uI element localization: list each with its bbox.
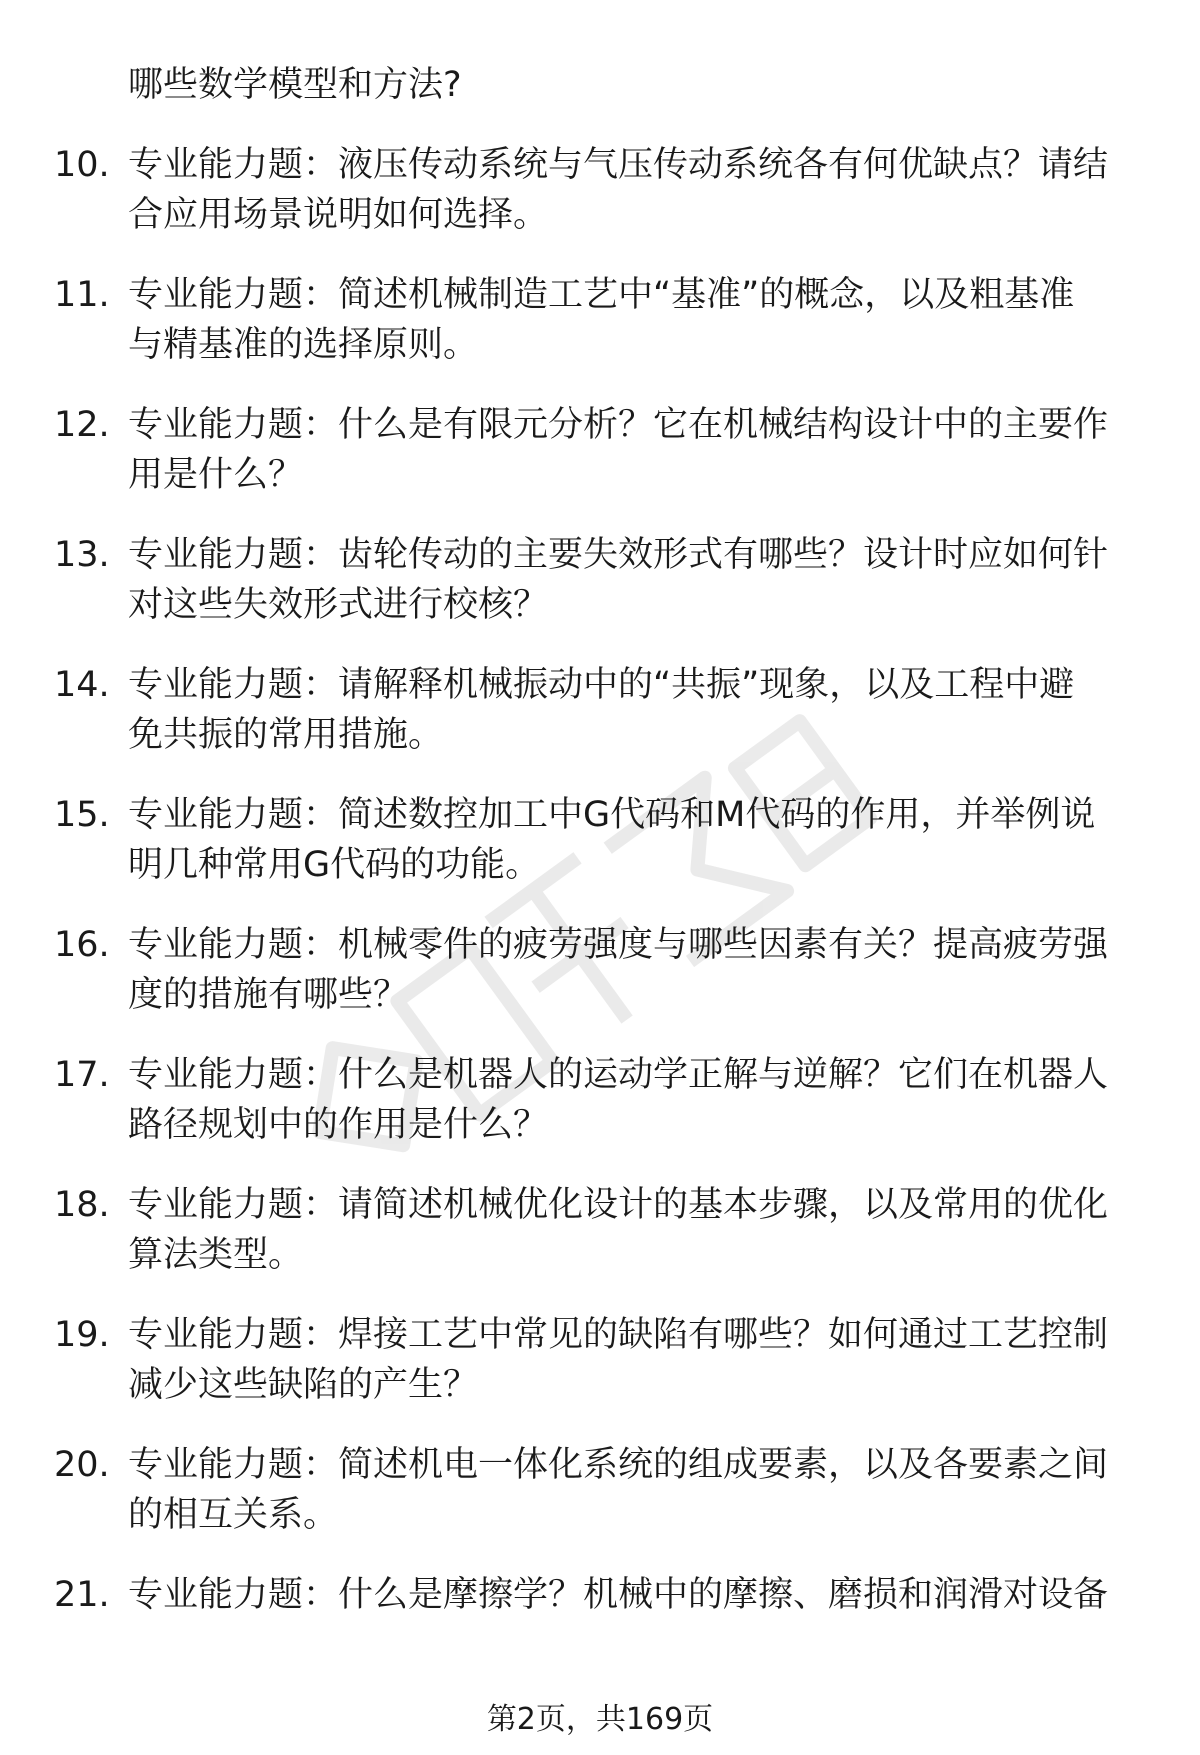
question-text-line-2: 减少这些缺陷的产生？ [128,1365,479,1405]
question-text-line-2: 的相互关系。 [128,1495,339,1535]
question-text-line-1: 专业能力题：简述机械制造工艺中“基准”的概念，以及粗基准 [128,275,1075,315]
question-number: 17. [54,1055,110,1095]
page-footer: 第2页，共169页 [486,1702,714,1737]
question-item [0,530,1200,660]
question-text-line-2: 用是什么？ [128,455,304,495]
question-list [0,140,1200,1700]
question-text-line-2: 算法类型。 [128,1235,304,1275]
question-text-line-2: 免共振的常用措施。 [128,715,444,755]
question-text-line-2: 对这些失效形式进行校核？ [128,585,549,625]
question-text-line-1: 专业能力题：什么是摩擦学？机械中的摩擦、磨损和润滑对设备 [128,1575,1109,1615]
question-text-line-1: 专业能力题：请解释机械振动中的“共振”现象，以及工程中避 [128,665,1075,705]
question-number: 21. [54,1575,110,1615]
question-text-line-1: 专业能力题：液压传动系统与气压传动系统各有何优缺点？请结 [128,145,1109,185]
question-item [0,1310,1200,1440]
question-number: 15. [54,795,110,835]
question-text-line-1: 专业能力题：简述数控加工中G代码和M代码的作用，并举例说 [128,795,1096,835]
question-item [0,400,1200,530]
question-item [0,660,1200,790]
question-item [0,790,1200,920]
question-item [0,920,1200,1050]
question-text-line-2: 合应用场景说明如何选择。 [128,195,549,235]
question-text-line-2: 与精基准的选择原则。 [128,325,479,365]
question-text-line-1: 专业能力题：焊接工艺中常见的缺陷有哪些？如何通过工艺控制 [128,1315,1109,1355]
question-text-line-1: 专业能力题：什么是机器人的运动学正解与逆解？它们在机器人 [128,1055,1109,1095]
question-number: 20. [54,1445,110,1485]
question-number: 13. [54,535,110,575]
question-item [0,1440,1200,1570]
question-text-line-1: 专业能力题：机械零件的疲劳强度与哪些因素有关？提高疲劳强 [128,925,1109,965]
question-text-line-1: 专业能力题：简述机电一体化系统的组成要素，以及各要素之间 [128,1445,1109,1485]
question-number: 12. [54,405,110,445]
question-item [0,140,1200,270]
question-number: 10. [54,145,110,185]
question-text-line-1: 专业能力题：齿轮传动的主要失效形式有哪些？设计时应如何针 [128,535,1109,575]
question-number: 16. [54,925,110,965]
question-text-line-1: 专业能力题：请简述机械优化设计的基本步骤，以及常用的优化 [128,1185,1109,1225]
question-number: 19. [54,1315,110,1355]
question-item [0,1180,1200,1310]
question-number: 18. [54,1185,110,1225]
question-text-line-2: 度的措施有哪些？ [128,975,409,1015]
question-item [0,1050,1200,1180]
continuation-line: 哪些数学模型和方法? [128,65,462,105]
question-number: 14. [54,665,110,705]
question-number: 11. [54,275,110,315]
question-text-line-2: 路径规划中的作用是什么？ [128,1105,549,1145]
question-item [0,270,1200,400]
question-item [0,1570,1200,1700]
question-text-line-2: 明几种常用G代码的功能。 [128,845,541,885]
question-text-line-1: 专业能力题：什么是有限元分析？它在机械结构设计中的主要作 [128,405,1109,445]
